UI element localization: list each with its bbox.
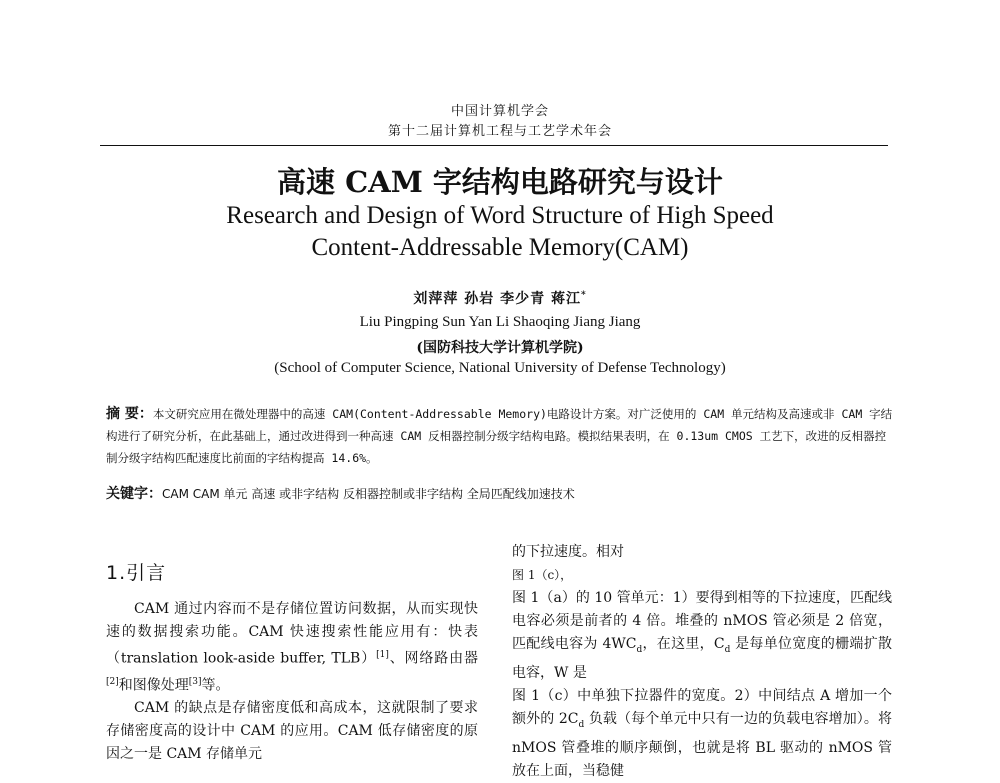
left-column xyxy=(106,598,478,766)
keywords-label: 关键字： xyxy=(106,486,162,502)
text-line: 的下拉速度。相对 xyxy=(512,544,624,560)
abstract-label: 摘 要： xyxy=(106,406,153,422)
abstract xyxy=(106,403,896,469)
keywords xyxy=(106,483,896,503)
paragraph-intro: CAM 通过内容而不是存储位置访问数据，从而实现快速的数据搜索功能。CAM 快速搜索性能应用有：快表（translation look-aside buffer, TLB）[1]、网络路由器[2]和图像处理[3]等。 xyxy=(106,601,479,694)
abstract-text: 本文研究应用在微处理器中的高速 CAM(Content-Addressable Memory)电路设计方案。对广泛使用的 CAM 单元结构及高速或非 CAM 字结构进行了研究分析，在此基础上，通过改进得到一种高速 CAM 反相器控制分级字结构电路。模拟结果表明，在 0.13um CMOS 工艺下，改进的反相器控制分级字结构匹配速度比前面的字结构提高 14.6%。 xyxy=(106,407,893,465)
conference-name: 中国计算机学会 xyxy=(450,104,549,119)
title-chinese: 高速 CAM 字结构电路研究与设计 xyxy=(277,165,723,199)
keywords-text: CAM CAM 单元 高速 或非字结构 反相器控制或非字结构 全局匹配线加速技术 xyxy=(162,487,575,501)
title-english-line1: Research and Design of Word Structure of High Speed xyxy=(226,202,774,229)
authors-english: Liu Pingping Sun Yan Li Shaoqing Jiang Jiang xyxy=(359,314,641,330)
paragraph-comparison: 图 1（a）的 10 管单元：1）要得到相等的下拉速度，匹配线电容必须是前者的 4 倍。堆叠的 nMOS 管必须是 2 倍宽，匹配线电容为 $4WC_d$，在这里，$C_d$ 是每单位宽度的栅端扩散电容，W 是 xyxy=(512,590,892,681)
header-rule xyxy=(100,145,888,146)
title-english-line2: Content-Addressable Memory(CAM) xyxy=(311,234,689,261)
section-heading: 1.引言 xyxy=(106,562,167,584)
affiliation-english: (School of Computer Science, National University of Defense Technology) xyxy=(274,360,726,376)
figure-reference: 图 1（c）， xyxy=(512,568,573,582)
right-column xyxy=(512,541,892,783)
affiliation-chinese: (国防科技大学计算机学院) xyxy=(416,340,584,356)
conference-session: 第十二届计算机工程与工艺学术年会 xyxy=(387,124,612,139)
paragraph-node-load: 图 1（c）中单独下拉器件的宽度。2）中间结点 A 增加一个额外的 $2C_d$ 负载（每个单元中只有一边的负载电容增加）。将 nMOS 管叠堆的顺序颠倒，也就是将 BL 驱动的 nMOS 管放在上面，当稳健 xyxy=(512,687,893,779)
paragraph-drawback: CAM 的缺点是存储密度低和高成本，这就限制了要求存储密度高的设计中 CAM 的应用。CAM 低存储密度的原因之一是 CAM 存储单元 xyxy=(106,700,478,763)
authors-chinese: 刘萍萍 孙岩 李少青 蒋江* xyxy=(413,290,587,307)
